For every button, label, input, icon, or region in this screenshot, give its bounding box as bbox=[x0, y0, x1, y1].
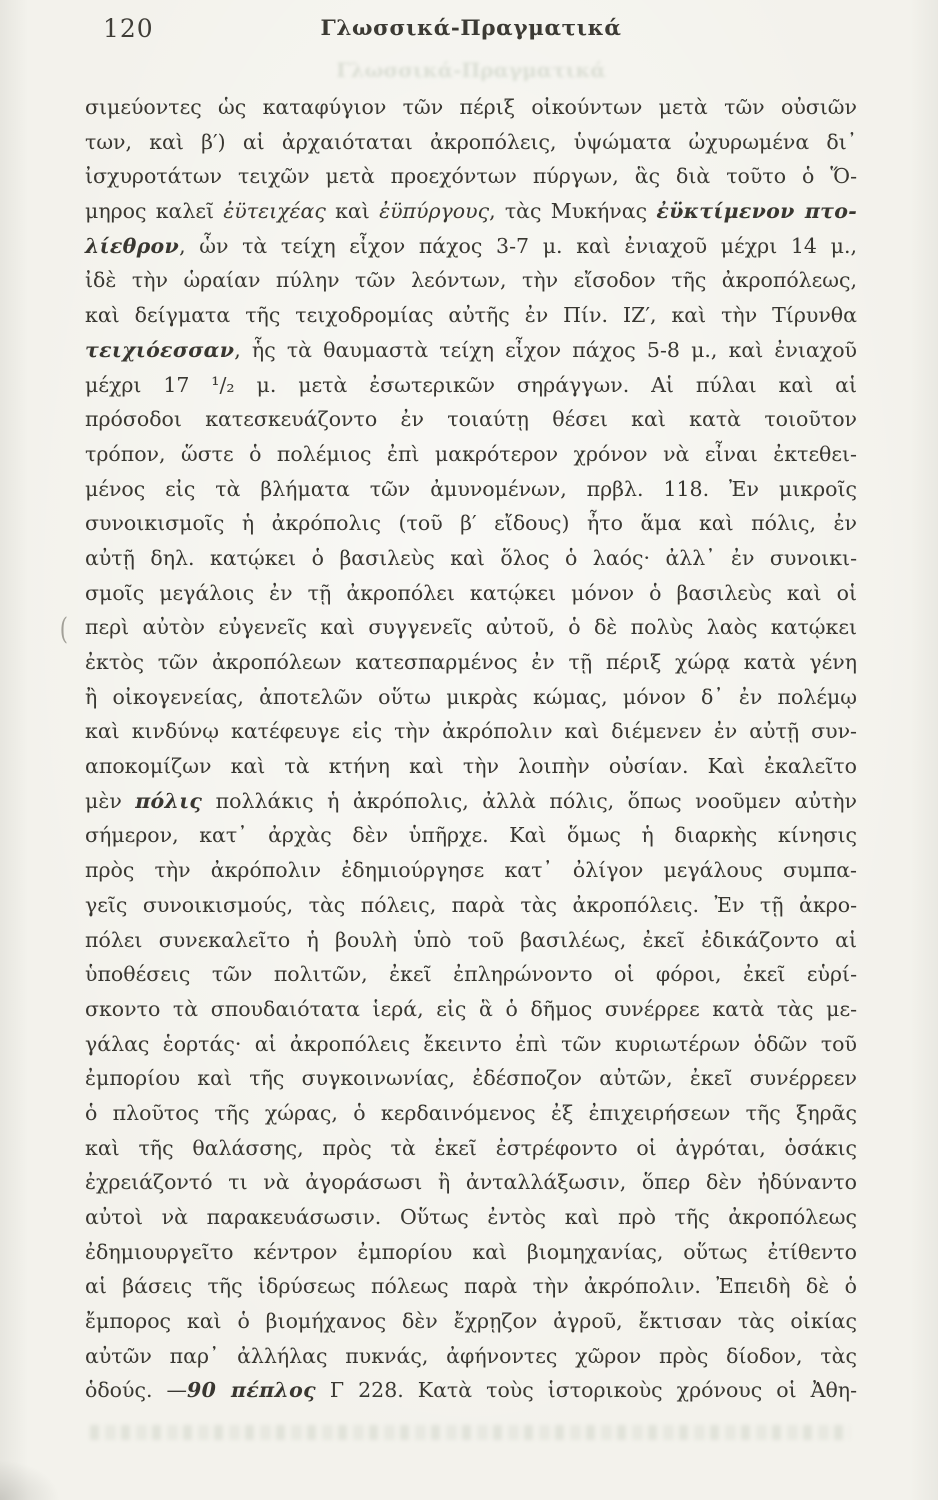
text-line bbox=[85, 1269, 857, 1304]
text-line bbox=[85, 1061, 857, 1096]
margin-stray-mark: ( bbox=[59, 612, 68, 647]
text-line bbox=[85, 992, 857, 1027]
text-segment: , ὧν τὰ τείχη εἶχον πάχος 3-7 μ. καὶ ἐνιαχοῦ μέχρι 14 μ., bbox=[179, 233, 857, 258]
text-line bbox=[85, 472, 857, 507]
text-line bbox=[85, 229, 857, 264]
text-segment: πολλάκις ἡ ἀκρόπολις, ἀλλὰ πόλις, ὅπως νοοῦμεν αὐτὴν bbox=[202, 788, 857, 813]
text-segment: σμοῖς μεγάλοις ἐν τῇ ἀκροπόλει κατῴκει μόνον ὁ βασιλεὺς καὶ οἱ bbox=[85, 580, 857, 605]
text-line bbox=[85, 1373, 857, 1408]
text-line bbox=[85, 1131, 857, 1166]
text-line bbox=[85, 368, 857, 403]
text-line bbox=[85, 1165, 857, 1200]
text-segment: αἱ βάσεις τῆς ἱδρύσεως πόλεως παρὰ τὴν ἀκρόπολιν. Ἐπειδὴ δὲ ὁ bbox=[85, 1274, 857, 1299]
text-line bbox=[85, 784, 857, 819]
text-segment: ἐμπορίου καὶ τῆς συγκοινωνίας, ἐδέσποζον αὐτῶν, ἐκεῖ συνέρρεεν bbox=[85, 1066, 857, 1091]
text-line bbox=[85, 437, 857, 472]
emphasized-text-segment: πόλις bbox=[135, 788, 203, 813]
emphasized-text-segment: ἐϋπύργους bbox=[379, 199, 490, 224]
text-segment: μέχρι 17 ¹/₂ μ. μετὰ ἐσωτερικῶν σηράγγων. Αἱ πύλαι καὶ αἱ bbox=[85, 372, 857, 397]
text-segment: ἰσχυροτάτων τειχῶν μετὰ προεχόντων πύργων, ἃς διὰ τοῦτο ὁ Ὅ- bbox=[85, 164, 857, 189]
text-segment: ἐκτὸς τῶν ἀκροπόλεων κατεσπαρμένος ἐν τῇ πέριξ χώρᾳ κατὰ γένη bbox=[85, 650, 857, 674]
text-segment: αὐτῶν παρ᾽ ἀλλήλας πυκνάς, ἀφήνοντες χῶρον πρὸς δίοδον, τὰς bbox=[85, 1343, 857, 1368]
text-line bbox=[85, 333, 857, 368]
text-line bbox=[85, 610, 857, 645]
emphasized-text-segment: ἐϋτειχέας bbox=[223, 199, 326, 224]
text-segment: ἐδημιουργεῖτο κέντρον ἐμπορίου καὶ βιομηχανίας, οὕτως ἐτίθεντο bbox=[85, 1239, 857, 1264]
text-segment: περὶ αὐτὸν εὐγενεῖς καὶ συγγενεῖς αὐτοῦ, ὁ δὲ πολὺς λαὸς κατῴκει bbox=[85, 615, 857, 640]
text-line bbox=[85, 1027, 857, 1062]
text-line bbox=[85, 853, 857, 888]
emphasized-text-segment: 90 πέπλος bbox=[187, 1378, 316, 1403]
body-text-block bbox=[85, 90, 857, 1408]
text-segment: ἐχρειάζοντό τι νὰ ἀγοράσωσι ἢ ἀνταλλάξωσιν, ὅπερ δὲν ἠδύναντο bbox=[85, 1170, 857, 1195]
text-line bbox=[85, 1200, 857, 1235]
text-segment: ἢ οἰκογενείας, ἀποτελῶν οὕτω μικρὰς κώμας, μόνον δ᾽ ἐν πολέμῳ bbox=[85, 684, 857, 709]
text-segment: πρόσοδοι κατεσκευάζοντο ἐν τοιαύτῃ θέσει καὶ κατὰ τοιοῦτον bbox=[85, 407, 857, 432]
text-line bbox=[85, 90, 857, 125]
text-segment: , τὰς Μυκήνας bbox=[489, 199, 657, 224]
text-line bbox=[85, 957, 857, 992]
text-segment: αὐτῇ δηλ. κατῴκει ὁ βασιλεὺς καὶ ὅλος ὁ λαός· ἀλλ᾽ ἐν συνοικι- bbox=[85, 545, 857, 570]
text-line bbox=[85, 194, 857, 229]
text-line bbox=[85, 263, 857, 298]
emphasized-text-segment: λίεθρον bbox=[85, 233, 180, 258]
text-segment: μὲν bbox=[85, 788, 136, 813]
text-line bbox=[85, 402, 857, 437]
text-line bbox=[85, 1235, 857, 1270]
emphasized-text-segment: ἐϋκτίμενον πτο- bbox=[656, 199, 858, 224]
text-segment: καὶ κινδύνῳ κατέφευγε εἰς τὴν ἀκρόπολιν καὶ διέμενεν ἐν αὐτῇ συν- bbox=[85, 719, 857, 744]
text-line bbox=[85, 576, 857, 611]
show-through-header-ghost: Γλωσσικά-Πραγματικά bbox=[336, 58, 606, 82]
text-segment: αὐτοὶ νὰ παρακευάσωσιν. Οὕτως ἐντὸς καὶ πρὸ τῆς ἀκροπόλεως bbox=[85, 1205, 857, 1229]
text-segment: τρόπον, ὥστε ὁ πολέμιος ἐπὶ μακρότερον χρόνον νὰ εἶναι ἐκτεθει- bbox=[85, 441, 857, 466]
text-line bbox=[85, 506, 857, 541]
text-segment: ὑποθέσεις τῶν πολιτῶν, ἐκεῖ ἐπληρώνοντο οἱ φόροι, ἐκεῖ εὑρί- bbox=[85, 962, 857, 987]
text-segment: σήμερον, κατ᾽ ἀρχὰς δὲν ὑπῆρχε. Καὶ ὅμως ἡ διαρκὴς κίνησις bbox=[85, 823, 857, 848]
text-segment: γάλας ἑορτάς· αἱ ἀκροπόλεις ἔκειντο ἐπὶ τῶν κυριωτέρων ὁδῶν τοῦ bbox=[85, 1031, 857, 1056]
text-segment: καὶ τῆς θαλάσσης, πρὸς τὰ ἐκεῖ ἐστρέφοντο οἱ ἀγρόται, ὁσάκις bbox=[85, 1135, 857, 1160]
text-segment: ἔμπορος καὶ ὁ βιομήχανος δὲν ἔχρῃζον ἀγροῦ, ἔκτισαν τὰς οἰκίας bbox=[85, 1309, 857, 1334]
text-line bbox=[85, 923, 857, 958]
text-line bbox=[85, 541, 857, 576]
text-line bbox=[85, 888, 857, 923]
text-line bbox=[85, 645, 857, 680]
text-segment: καὶ δείγματα τῆς τειχοδρομίας αὐτῆς ἐν Πίν. ΙΖ′, καὶ τὴν Τίρυνθα bbox=[85, 303, 857, 328]
text-segment: καὶ bbox=[325, 199, 380, 224]
text-line bbox=[85, 298, 857, 333]
page-header bbox=[85, 12, 857, 82]
running-header-title: Γλωσσικά-Πραγματικά bbox=[320, 16, 622, 41]
text-segment: συνοικισμοῖς ἡ ἀκρόπολις (τοῦ β′ εἴδους) ἦτο ἅμα καὶ πόλις, ἐν bbox=[85, 511, 857, 536]
text-segment: μένος εἰς τὰ βλήματα τῶν ἀμυνομένων, πρβλ. 118. Ἐν μικροῖς bbox=[85, 476, 857, 501]
text-line bbox=[85, 125, 857, 160]
text-segment: ἰδὲ τὴν ὡραίαν πύλην τῶν λεόντων, τὴν εἴσοδον τῆς ἀκροπόλεως, bbox=[85, 268, 857, 293]
show-through-text-ghost bbox=[90, 1425, 850, 1440]
text-line bbox=[85, 749, 857, 784]
text-segment: πόλει συνεκαλεῖτο ἡ βουλὴ ὑπὸ τοῦ βασιλέως, ἐκεῖ ἐδικάζοντο αἱ bbox=[85, 927, 857, 952]
text-segment: Γ 228. Κατὰ τοὺς ἱστορικοὺς χρόνους οἱ Ἀθη- bbox=[315, 1378, 857, 1403]
text-segment: σιμεύοντες ὡς καταφύγιον τῶν πέριξ οἰκούντων μετὰ τῶν οὐσιῶν bbox=[85, 95, 857, 119]
text-segment: μηρος καλεῖ bbox=[85, 199, 224, 224]
text-line bbox=[85, 159, 857, 194]
text-segment: γεῖς συνοικισμούς, τὰς πόλεις, παρὰ τὰς ἀκροπόλεις. Ἐν τῇ ἀκρο- bbox=[85, 892, 857, 917]
page-number: 120 bbox=[103, 14, 154, 43]
text-segment: των, καὶ β′) αἱ ἀρχαιόταται ἀκροπόλεις, ὑψώματα ὠχυρωμένα δι᾽ bbox=[85, 129, 857, 154]
text-segment: ὁ πλοῦτος τῆς χώρας, ὁ κερδαινόμενος ἐξ ἐπιχειρήσεων τῆς ξηρᾶς bbox=[85, 1100, 857, 1125]
text-line bbox=[85, 714, 857, 749]
text-segment: , ἧς τὰ θαυμαστὰ τείχη εἶχον πάχος 5-8 μ., καὶ ἐνιαχοῦ bbox=[234, 337, 857, 362]
emphasized-text-segment: τειχιόεσσαν bbox=[85, 337, 235, 362]
text-segment: αποκομίζων καὶ τὰ κτήνη καὶ τὴν λοιπὴν οὐσίαν. Καὶ ἐκαλεῖτο bbox=[85, 754, 857, 779]
text-line bbox=[85, 1304, 857, 1339]
text-segment: ὁδούς. — bbox=[85, 1378, 187, 1403]
text-line bbox=[85, 680, 857, 715]
text-segment: σκοντο τὰ σπουδαιότατα ἱερά, εἰς ἃ ὁ δῆμος συνέρρεε κατὰ τὰς με- bbox=[85, 996, 857, 1021]
text-segment: πρὸς τὴν ἀκρόπολιν ἐδημιούργησε κατ᾽ ὀλίγον μεγάλους συμπα- bbox=[85, 858, 857, 883]
text-line bbox=[85, 818, 857, 853]
scan-corner-smudge bbox=[0, 1460, 60, 1500]
text-line bbox=[85, 1339, 857, 1374]
text-line bbox=[85, 1096, 857, 1131]
